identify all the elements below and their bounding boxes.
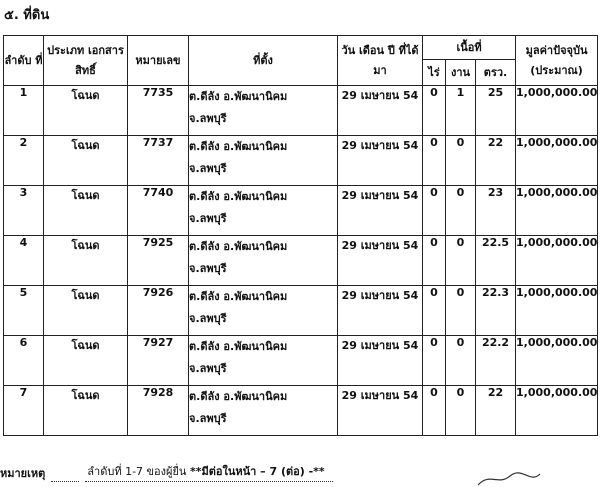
row-ngan: 0 — [446, 336, 476, 386]
header-number: หมายเลข — [128, 36, 189, 86]
header-sqwa: ตรว. — [476, 60, 516, 86]
table-row — [4, 236, 598, 286]
remark-emphasis: **มีต่อในหน้า – 7 (ต่อ) -** — [189, 465, 325, 478]
table-row — [4, 136, 598, 186]
row-ngan: 0 — [446, 386, 476, 436]
row-location — [189, 136, 338, 186]
row-rai: 0 — [423, 186, 446, 236]
row-date: 29 เมษายน 54 — [338, 286, 423, 336]
row-number: 7927 — [128, 336, 189, 386]
row-date: 29 เมษายน 54 — [338, 186, 423, 236]
row-sqwa: 22.2 — [476, 336, 516, 386]
row-rai: 0 — [423, 386, 446, 436]
row-date: 29 เมษายน 54 — [338, 386, 423, 436]
header-date: วัน เดือน ปี ที่ได้มา — [338, 36, 423, 86]
row-doc-type: โฉนด — [44, 386, 128, 436]
row-ngan: 0 — [446, 136, 476, 186]
row-date: 29 เมษายน 54 — [338, 86, 423, 136]
row-rai: 0 — [423, 136, 446, 186]
table-row — [4, 86, 598, 136]
row-doc-type: โฉนด — [44, 236, 128, 286]
table-row — [4, 286, 598, 336]
row-sqwa: 23 — [476, 186, 516, 236]
row-location-line2: จ.ลพบุรี — [189, 412, 227, 425]
row-ngan: 0 — [446, 186, 476, 236]
remark-text-wrap — [85, 462, 332, 482]
row-number: 7737 — [128, 136, 189, 186]
table-row — [4, 186, 598, 236]
row-location — [189, 286, 338, 336]
row-order: 4 — [4, 236, 44, 286]
signature-mark — [470, 470, 590, 487]
remark-dots — [51, 471, 79, 482]
remark-label: หมายเหตุ — [0, 467, 46, 480]
row-location-line1: ต.ดีลัง อ.พัฒนานิคม — [189, 240, 288, 253]
row-order: 5 — [4, 286, 44, 336]
row-location-line1: ต.ดีลัง อ.พัฒนานิคม — [189, 390, 288, 403]
row-location — [189, 386, 338, 436]
row-location-line2: จ.ลพบุรี — [189, 312, 227, 325]
row-sqwa: 22.3 — [476, 286, 516, 336]
row-doc-type: โฉนด — [44, 136, 128, 186]
row-number: 7925 — [128, 236, 189, 286]
row-date: 29 เมษายน 54 — [338, 236, 423, 286]
row-order: 2 — [4, 136, 44, 186]
row-order: 3 — [4, 186, 44, 236]
row-date: 29 เมษายน 54 — [338, 136, 423, 186]
row-ngan: 0 — [446, 236, 476, 286]
header-doc-type: ประเภท เอกสารสิทธิ์ — [44, 36, 128, 86]
row-number: 7735 — [128, 86, 189, 136]
row-value: 1,000,000.00 — [516, 186, 598, 236]
row-doc-type: โฉนด — [44, 336, 128, 386]
row-sqwa: 22 — [476, 386, 516, 436]
row-rai: 0 — [423, 286, 446, 336]
section-heading: ๕. ที่ดิน — [4, 8, 50, 23]
row-doc-type: โฉนด — [44, 186, 128, 236]
remark — [0, 462, 333, 482]
row-date: 29 เมษายน 54 — [338, 336, 423, 386]
row-location-line1: ต.ดีลัง อ.พัฒนานิคม — [189, 140, 288, 153]
row-location-line2: จ.ลพบุรี — [189, 262, 227, 275]
row-location-line2: จ.ลพบุรี — [189, 112, 227, 125]
row-location — [189, 236, 338, 286]
row-value: 1,000,000.00 — [516, 336, 598, 386]
land-table — [3, 35, 598, 436]
row-location — [189, 86, 338, 136]
header-value-sub: (ประมาณ) — [530, 63, 583, 77]
header-location: ที่ตั้ง — [189, 36, 338, 86]
header-area: เนื้อที่ — [423, 36, 516, 60]
row-rai: 0 — [423, 86, 446, 136]
row-order: 6 — [4, 336, 44, 386]
row-value: 1,000,000.00 — [516, 86, 598, 136]
row-number: 7926 — [128, 286, 189, 336]
row-location-line2: จ.ลพบุรี — [189, 362, 227, 375]
row-ngan: 0 — [446, 286, 476, 336]
row-location-line1: ต.ดีลัง อ.พัฒนานิคม — [189, 340, 288, 353]
table-row — [4, 386, 598, 436]
row-order: 7 — [4, 386, 44, 436]
row-rai: 0 — [423, 336, 446, 386]
row-rai: 0 — [423, 236, 446, 286]
table-row — [4, 336, 598, 386]
row-order: 1 — [4, 86, 44, 136]
row-value: 1,000,000.00 — [516, 386, 598, 436]
row-sqwa: 25 — [476, 86, 516, 136]
header-ngan: งาน — [446, 60, 476, 86]
row-value: 1,000,000.00 — [516, 136, 598, 186]
row-sqwa: 22.5 — [476, 236, 516, 286]
header-order: ลำดับ ที่ — [4, 36, 44, 86]
header-value — [516, 36, 598, 86]
row-sqwa: 22 — [476, 136, 516, 186]
row-number: 7928 — [128, 386, 189, 436]
row-location-line1: ต.ดีลัง อ.พัฒนานิคม — [189, 190, 288, 203]
row-location-line2: จ.ลพบุรี — [189, 212, 227, 225]
row-doc-type: โฉนด — [44, 86, 128, 136]
row-location — [189, 336, 338, 386]
row-location — [189, 186, 338, 236]
row-doc-type: โฉนด — [44, 286, 128, 336]
row-number: 7740 — [128, 186, 189, 236]
row-location-line1: ต.ดีลัง อ.พัฒนานิคม — [189, 290, 288, 303]
row-value: 1,000,000.00 — [516, 286, 598, 336]
row-value: 1,000,000.00 — [516, 236, 598, 286]
header-value-label: มูลค่าปัจจุบัน — [525, 43, 588, 57]
remark-text: ลำดับที่ 1-7 ของผู้ยื่น — [87, 465, 187, 478]
row-location-line2: จ.ลพบุรี — [189, 162, 227, 175]
header-rai: ไร่ — [423, 60, 446, 86]
row-location-line1: ต.ดีลัง อ.พัฒนานิคม — [189, 90, 288, 103]
row-ngan: 1 — [446, 86, 476, 136]
